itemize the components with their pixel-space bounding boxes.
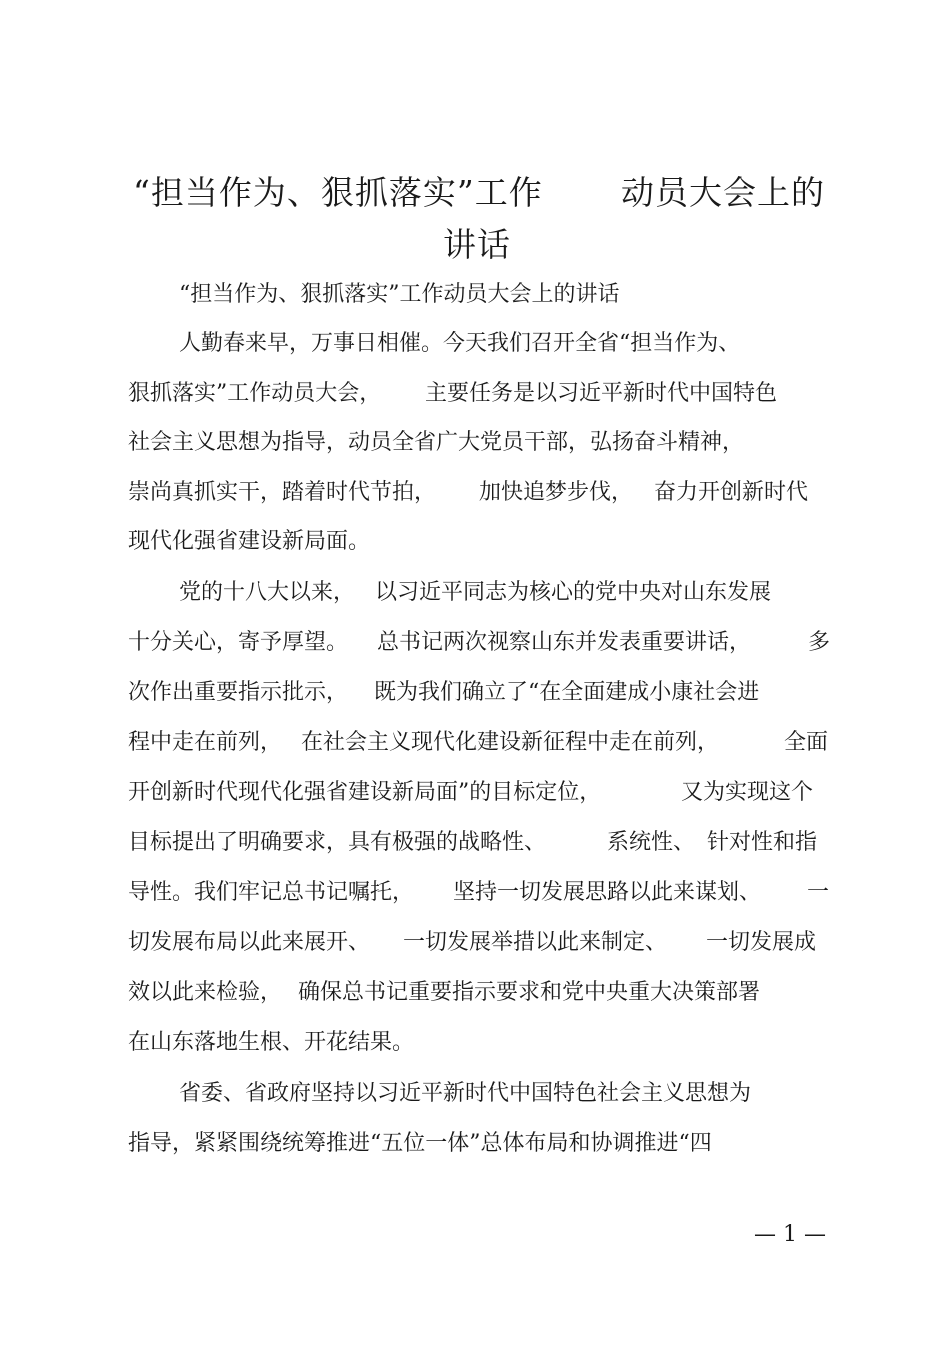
body-text-segment: 一切发展举措以此来制定、 bbox=[403, 930, 668, 955]
body-text-segment: 全面 bbox=[784, 730, 829, 755]
body-line bbox=[0, 278, 950, 312]
body-text-segment: 指导，紧紧围绕统筹推进“五位一体”总体布局和协调推进“四 bbox=[128, 1131, 712, 1156]
body-text-segment: 效以此来检验， bbox=[128, 980, 283, 1005]
body-text-segment: 省委、省政府坚持以习近平新时代中国特色社会主义思想为 bbox=[179, 1081, 752, 1106]
document-title-part1: “担当作为、狠抓落实”工作 bbox=[133, 173, 543, 212]
body-line bbox=[0, 976, 950, 1010]
body-text-segment: 切发展布局以此来展开、 bbox=[128, 930, 371, 955]
body-text-segment: 程中走在前列， bbox=[128, 730, 283, 755]
body-text-segment: 开创新时代现代化强省建设新局面”的目标定位， bbox=[128, 780, 602, 805]
body-text-segment: 针对性和指 bbox=[707, 830, 818, 855]
body-text-segment: 确保总书记重要指示要求和党中央重大决策部署 bbox=[298, 980, 761, 1005]
body-text-segment: 次作出重要指示批示， bbox=[128, 680, 349, 705]
body-text-segment: 系统性、 bbox=[607, 830, 696, 855]
body-line bbox=[0, 1026, 950, 1060]
body-text-segment: 崇尚真抓实干，踏着时代节拍， bbox=[128, 480, 437, 505]
body-line bbox=[0, 377, 950, 411]
body-line bbox=[0, 676, 950, 710]
body-text-segment: 狠抓落实”工作动员大会， bbox=[128, 381, 382, 406]
body-text-segment: 坚持一切发展思路以此来谋划、 bbox=[453, 880, 762, 905]
body-text-segment: 一 bbox=[807, 880, 830, 905]
body-line bbox=[0, 525, 950, 559]
page-number: — 1 — bbox=[754, 1222, 826, 1247]
body-text-segment: 现代化强省建设新局面。 bbox=[128, 529, 371, 554]
body-text-segment: 奋力开创新时代 bbox=[654, 480, 809, 505]
body-line bbox=[0, 776, 950, 810]
body-line bbox=[0, 626, 950, 660]
body-text-segment: 目标提出了明确要求，具有极强的战略性、 bbox=[128, 830, 547, 855]
body-text-segment: 既为我们确立了“在全面建成小康社会进 bbox=[374, 680, 760, 705]
body-line bbox=[0, 426, 950, 460]
body-line bbox=[0, 476, 950, 510]
body-text-segment: 主要任务是以习近平新时代中国特色 bbox=[425, 381, 778, 406]
body-text-segment: 党的十八大以来， bbox=[179, 580, 356, 605]
body-text-segment: 多 bbox=[808, 630, 831, 655]
body-line bbox=[0, 1077, 950, 1111]
document-title-part3: 讲话 bbox=[443, 225, 511, 264]
body-text-segment: 十分关心，寄予厚望。 bbox=[128, 630, 349, 655]
body-text-segment: “担当作为、狠抓落实”工作动员大会上的讲话 bbox=[179, 282, 620, 307]
body-text-segment: 在社会主义现代化建设新征程中走在前列， bbox=[301, 730, 720, 755]
body-line bbox=[0, 576, 950, 610]
body-text-segment: 又为实现这个 bbox=[681, 780, 814, 805]
body-line bbox=[0, 327, 950, 361]
body-line bbox=[0, 726, 950, 760]
body-text-segment: 总书记两次视察山东并发表重要讲话， bbox=[377, 630, 752, 655]
body-text-segment: 加快追梦步伐， bbox=[479, 480, 634, 505]
body-line bbox=[0, 876, 950, 910]
body-text-segment: 导性。我们牢记总书记嘱托， bbox=[128, 880, 415, 905]
document-title-part2: 动员大会上的 bbox=[621, 173, 825, 212]
body-text-segment: 一切发展成 bbox=[706, 930, 817, 955]
body-line bbox=[0, 926, 950, 960]
body-text-segment: 人勤春来早，万事日相催。今天我们召开全省“担当作为、 bbox=[179, 331, 741, 356]
body-text-segment: 在山东落地生根、开花结果。 bbox=[128, 1030, 415, 1055]
body-text-segment: 社会主义思想为指导，动员全省广大党员干部，弘扬奋斗精神， bbox=[128, 430, 745, 455]
body-line bbox=[0, 1127, 950, 1161]
body-text-segment: 以习近平同志为核心的党中央对山东发展 bbox=[375, 580, 772, 605]
body-line bbox=[0, 826, 950, 860]
